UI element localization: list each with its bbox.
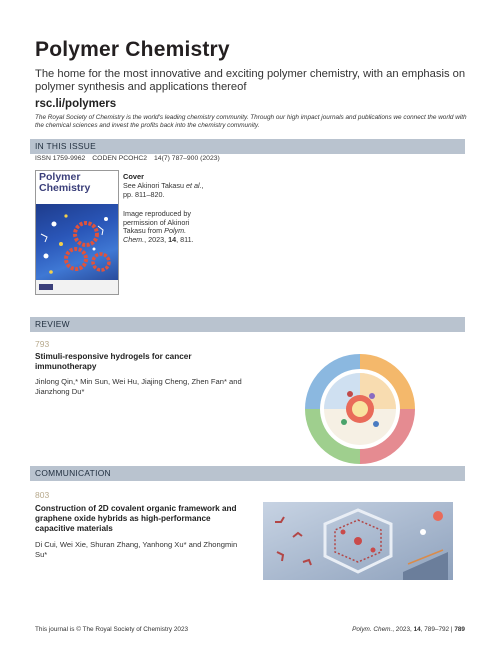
review-band: REVIEW <box>30 317 465 332</box>
communication-page-number: 803 <box>35 490 50 500</box>
cover-masthead <box>36 171 118 204</box>
footer-page-number: 789 <box>454 626 465 633</box>
footer-copyright: This journal is © The Royal Society of Chemistry 2023 <box>35 626 189 633</box>
communication-band: COMMUNICATION <box>30 466 465 481</box>
footer-citation: Polym. Chem., 2023, 14, 789–792 | 789 <box>352 626 465 633</box>
communication-graphical-abstract[interactable] <box>263 502 453 580</box>
volume-info: 14(7) 787–900 (2023) <box>154 155 220 162</box>
cover-footer <box>36 280 118 294</box>
cover-description: See Akinori Takasu et al., pp. 811–820. <box>123 181 204 199</box>
review-authors: Jinlong Qin,* Min Sun, Wei Hu, Jiajing Cheng, Zhen Fan* and Jianzhong Du* <box>35 377 242 396</box>
review-page-number: 793 <box>35 339 50 349</box>
issn: ISSN 1759-9962 <box>35 155 86 162</box>
in-this-issue-band: IN THIS ISSUE <box>30 139 465 154</box>
communication-authors: Di Cui, Wei Xie, Shuran Zhang, Yanhong Xu* and Zhongmin Su* <box>35 540 238 559</box>
rsc-statement: The Royal Society of Chemistry is the world's leading chemistry community. Through our high impact journals and publications we connect the world with the chemical sciences and invest the profits back into the chemistry community. <box>35 114 467 129</box>
cover-label: Cover <box>123 172 144 181</box>
cover-masthead-title: Polymer Chemistry <box>39 171 91 194</box>
coden: CODEN PCOHC2 <box>92 155 148 162</box>
review-graphical-abstract[interactable] <box>300 352 420 466</box>
journal-title: Polymer Chemistry <box>35 38 230 61</box>
cover-image[interactable] <box>35 170 119 295</box>
communication-article-title[interactable]: Construction of 2D covalent organic framework and graphene oxide hybrids as high-performance capacitive materials <box>35 504 237 533</box>
journal-tagline: The home for the most innovative and exciting polymer chemistry, with an emphasis on polymer synthesis and applications thereof <box>35 68 466 93</box>
cover-artwork <box>36 204 118 280</box>
journal-url-link[interactable]: rsc.li/polymers <box>35 98 117 110</box>
issn-line <box>35 155 227 162</box>
cover-credit: Image reproduced by permission of Akinori Takasu from Polym. Chem., 2023, 14, 811. <box>123 209 194 244</box>
review-article-title[interactable]: Stimuli-responsive hydrogels for cancer immunotherapy <box>35 352 192 371</box>
